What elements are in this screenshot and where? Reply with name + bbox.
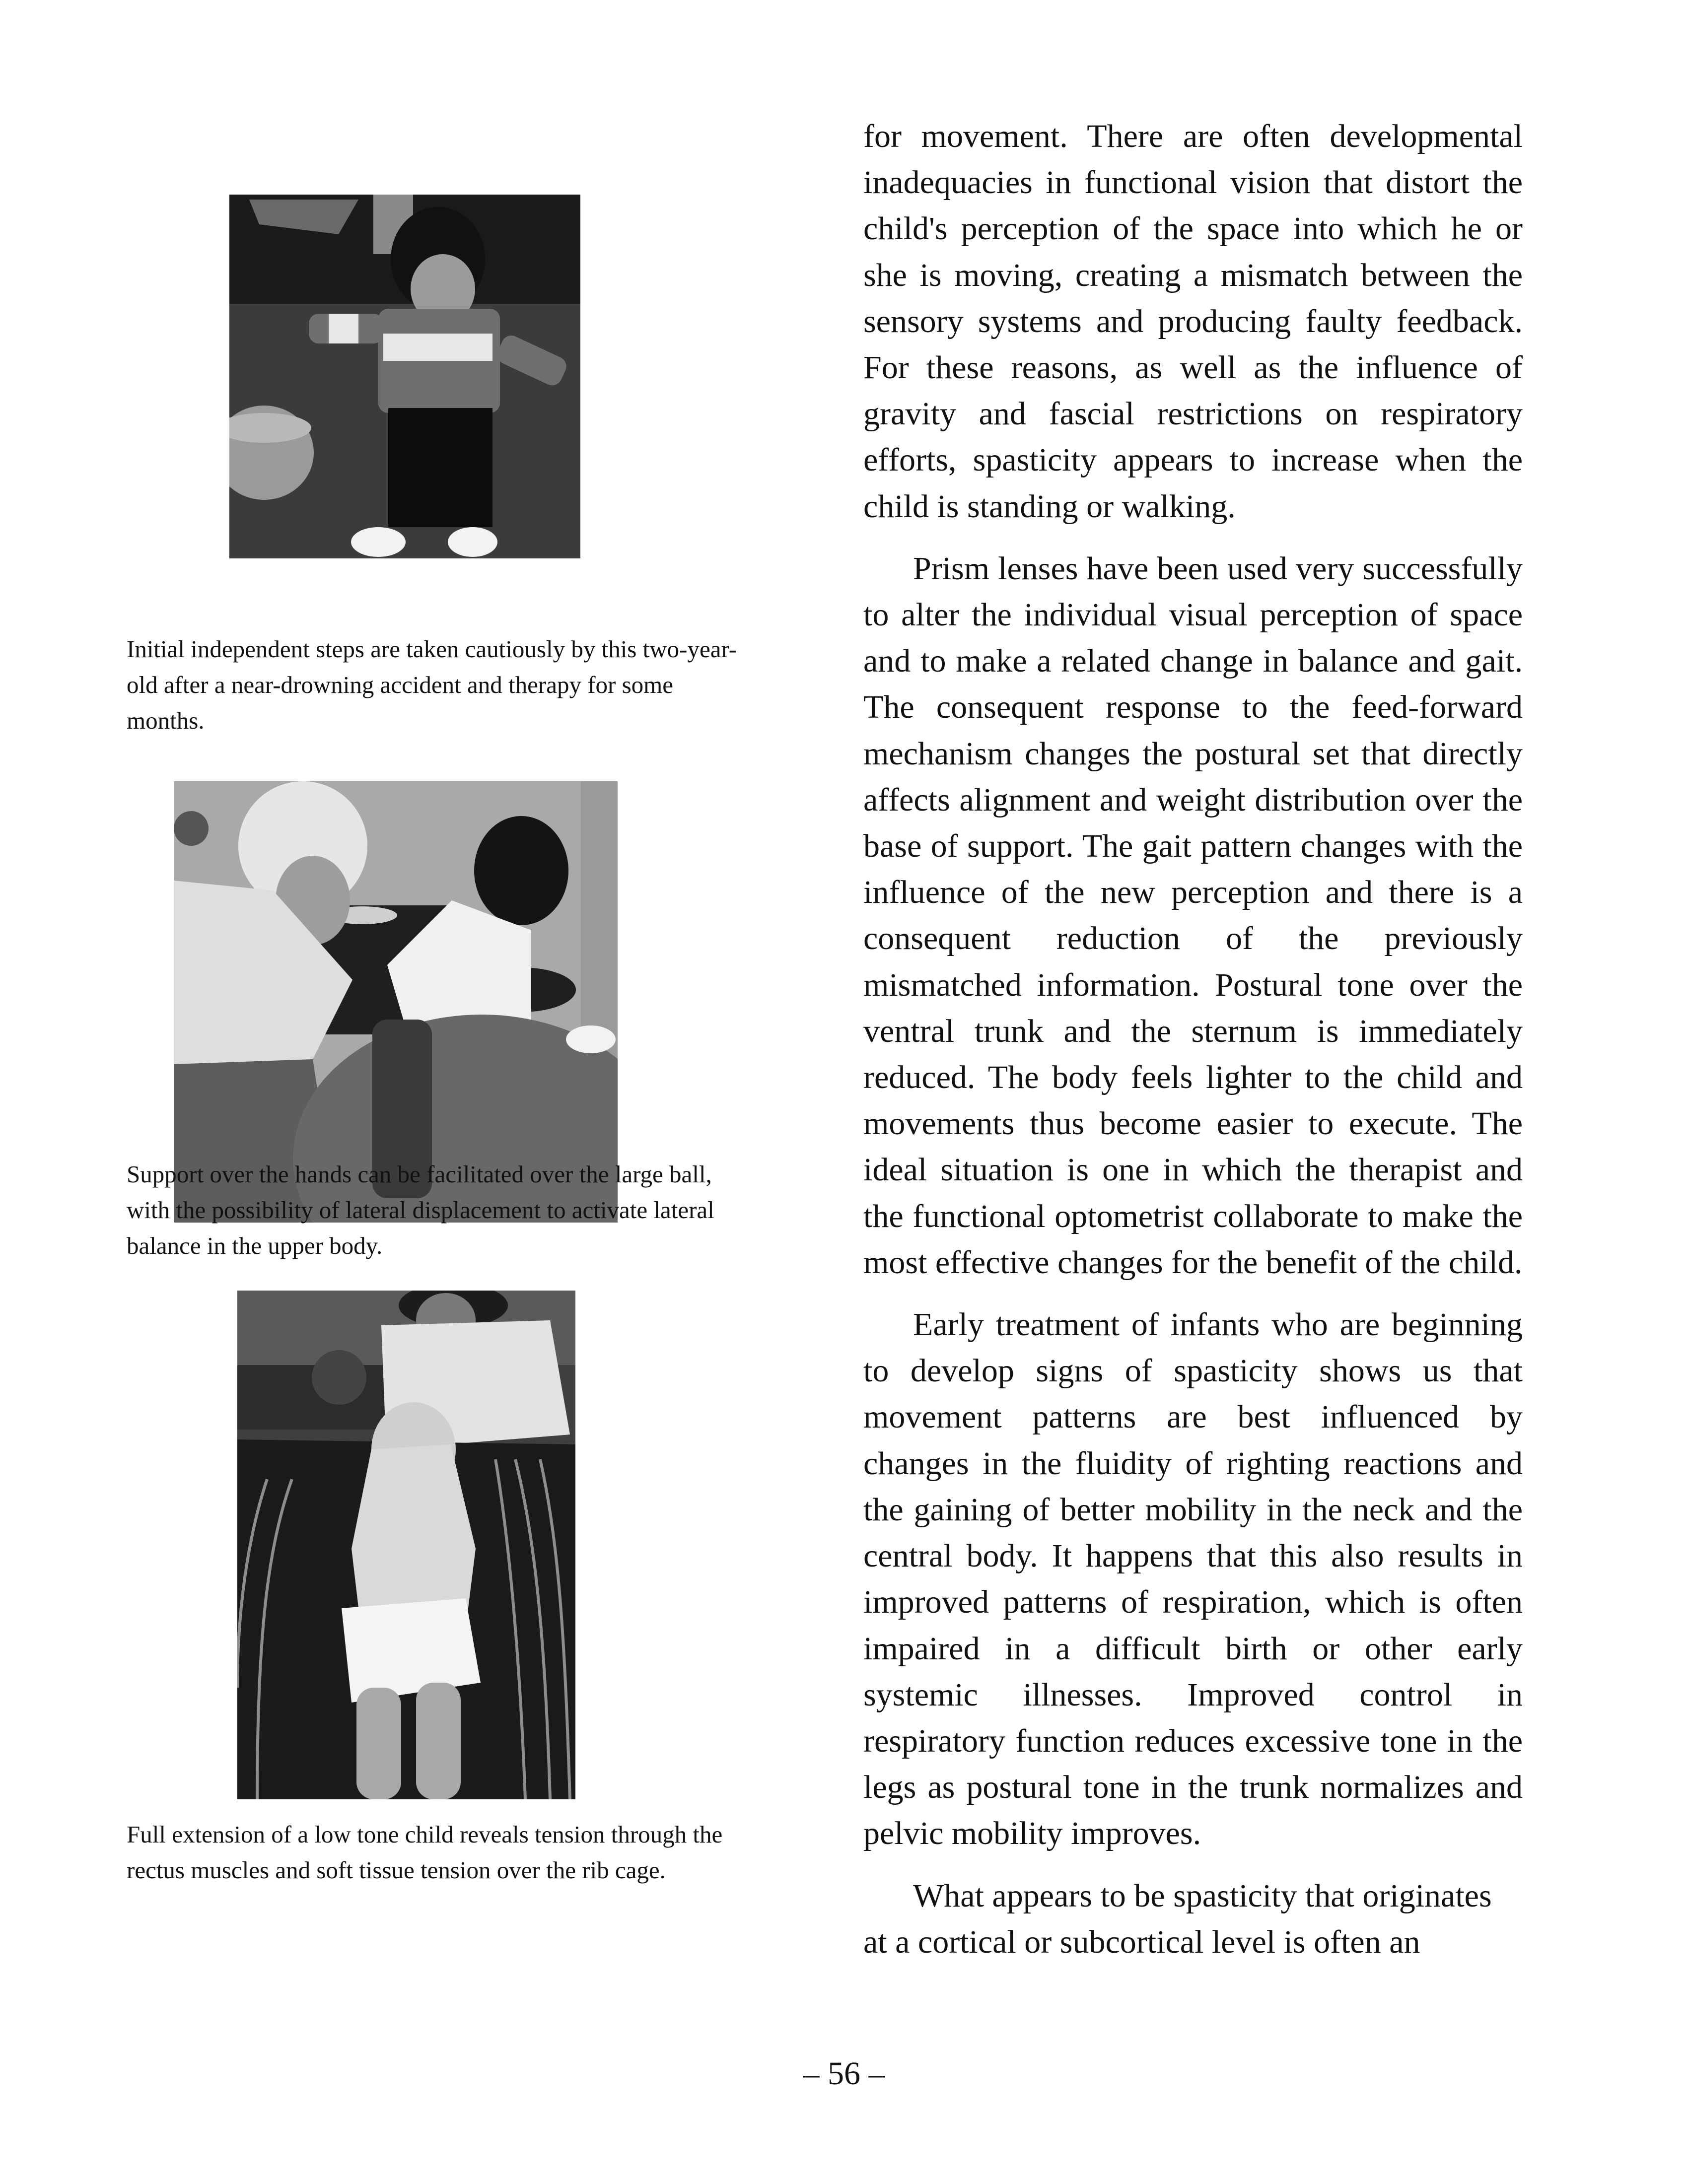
body-paragraph-2: Prism lenses have been used very successfully to alter the individual visual perception of space and to make a related change in balance and gait. The consequent response to the feed-forward mechanism changes the postural set that directly affects alignment and weight distribution over the base of support. The gait pattern changes with the influence of the new perception and there is a consequent reduction of the previously mismatched information. Postural tone over the ventral trunk and the sternum is immediately reduced. The body feels lighter to the child and movements thus become easier to execute. The ideal situation is one in which the therapist and the functional optometrist collaborate to make the most effective changes for the benefit of the child. [863,550,1523,1281]
body-paragraph-3: Early treatment of infants who are beginning to develop signs of spasticity shows us that movement patterns are best influenced by changes in the fluidity of righting reactions and the gaining of better mobility in the neck and the central body. It happens that this also results in improved patterns of respiration, which is often impaired in a difficult birth or other early systemic illnesses. Improved control in respiratory function reduces excessive tone in the legs as postural tone in the trunk normalizes and pelvic mobility improves. [863,1306,1523,1852]
body-text-column [863,113,1523,1981]
figure-caption-1: Initial independent steps are taken cautiously by this two-year-old after a near-drowning accident and therapy for some months. [127,635,737,734]
photo-toddler-walking [229,195,580,558]
figure-caption-2: Support over the hands can be facilitated over the large ball, with the possibility of lateral displacement to activate lateral balance in the upper body. [127,1160,714,1259]
body-paragraph-1: for movement. There are often developmental inadequacies in functional vision that distort the child's perception of the space into which he or she is moving, creating a mismatch between the sensory systems and producing faulty feedback. For these reasons, as well as the influence of gravity and fascial restrictions on respiratory efforts, spasticity appears to increase when the child is standing or walking. [863,118,1523,525]
page-number: – 56 – [803,2055,885,2092]
figure-caption-3: Full extension of a low tone child reveals tension through the rectus muscles and soft tissue tension over the rib cage. [127,1821,723,1884]
body-paragraph-4: What appears to be spasticity that originates at a cortical or subcortical level is often an [863,1877,1492,1960]
photo-infant-on-roll [237,1291,575,1799]
